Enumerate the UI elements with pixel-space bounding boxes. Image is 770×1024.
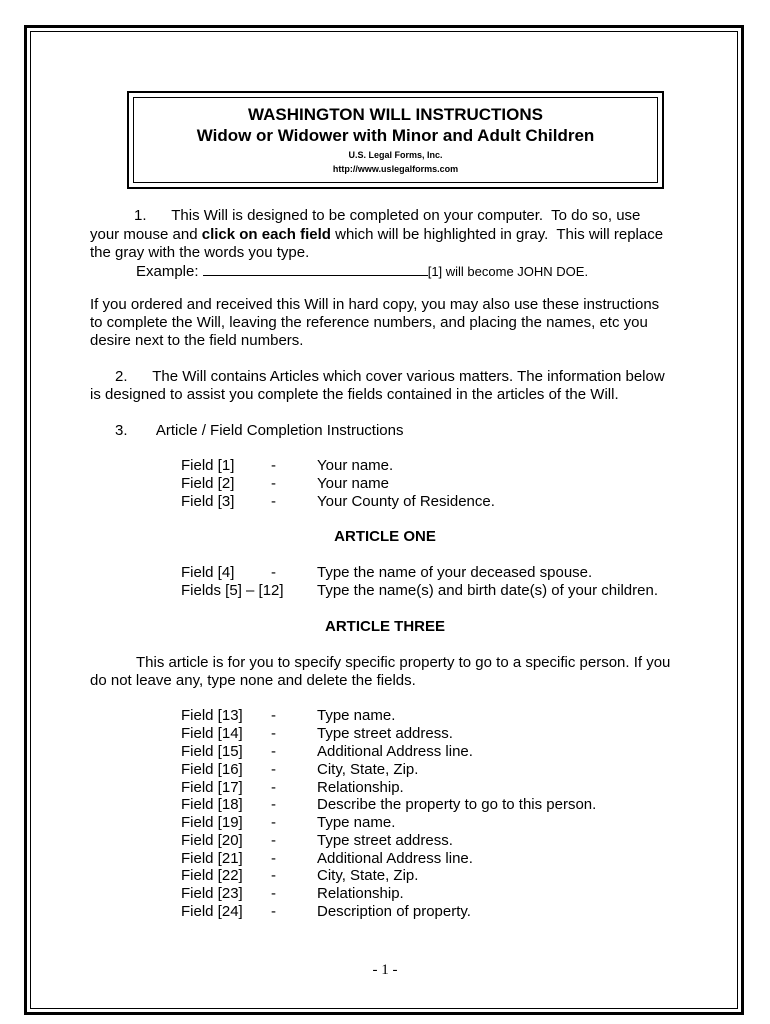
field-label: Field [2]: [181, 475, 235, 492]
field-label: Field [1]: [181, 457, 235, 474]
field-label: Field [3]: [181, 493, 235, 510]
title-box: [133, 97, 658, 183]
field-row: [181, 707, 741, 725]
field-description: Your County of Residence.: [317, 493, 495, 510]
field-dash: -: [271, 832, 276, 849]
company-url: http://www.uslegalforms.com: [332, 164, 459, 174]
example-label: Example:: [136, 263, 203, 280]
document-title: WASHINGTON WILL INSTRUCTIONS: [248, 105, 543, 124]
hardcopy-line3: desire next to the field numbers.: [90, 332, 304, 349]
field-dash: -: [271, 796, 276, 813]
field-description: Your name: [317, 475, 389, 492]
field-description: Type name.: [317, 707, 396, 724]
example-result: [1] will become JOHN DOE.: [427, 264, 589, 279]
field-row: [181, 903, 741, 921]
example-line: [136, 262, 588, 281]
article-three-heading: ARTICLE THREE: [325, 618, 445, 635]
field-label: Field [17]: [181, 779, 243, 796]
field-description: Relationship.: [317, 885, 404, 902]
field-row: [181, 743, 741, 761]
field-description: Type name.: [317, 814, 396, 831]
field-row: [181, 850, 741, 868]
field-description: Additional Address line.: [317, 850, 473, 867]
field-dash: -: [271, 761, 276, 778]
field-description: Type the name(s) and birth date(s) of your children.: [317, 582, 659, 599]
section3-number: 3.: [115, 422, 128, 439]
field-row: [181, 582, 741, 600]
field-dash: -: [271, 564, 276, 581]
field-label: Field [4]: [181, 564, 235, 581]
field-label: Field [18]: [181, 796, 243, 813]
hardcopy-line2: to complete the Will, leaving the reference numbers, and placing the names, etc you: [90, 314, 648, 331]
field-description: Your name.: [317, 457, 394, 474]
field-dash: -: [271, 885, 276, 902]
field-label: Field [15]: [181, 743, 243, 760]
field-description: Describe the property to go to this person.: [317, 796, 597, 813]
hardcopy-line1: If you ordered and received this Will in hard copy, you may also use these instructions: [90, 296, 660, 313]
section2-line2: is designed to assist you complete the fields contained in the articles of the Will.: [90, 386, 619, 403]
field-label: Field [20]: [181, 832, 243, 849]
field-dash: -: [271, 725, 276, 742]
example-blank: [203, 262, 428, 276]
section1-text1: This Will is designed to be completed on your computer. To do so, use: [171, 207, 641, 224]
article-three-intro-line1: This article is for you to specify specific property to go to a specific person. If you: [136, 654, 671, 671]
field-row: [181, 761, 741, 779]
field-label: Field [16]: [181, 761, 243, 778]
field-dash: -: [271, 814, 276, 831]
field-label: Field [13]: [181, 707, 243, 724]
section3-heading: Article / Field Completion Instructions: [155, 422, 404, 439]
field-row: [181, 457, 741, 475]
field-description: City, State, Zip.: [317, 867, 419, 884]
field-dash: -: [271, 493, 276, 510]
field-label: Field [21]: [181, 850, 243, 867]
field-row: [181, 796, 741, 814]
section1-text2-pre: your mouse and: [90, 226, 202, 243]
section2-number: 2.: [115, 368, 128, 385]
field-dash: -: [271, 707, 276, 724]
field-row: [181, 564, 741, 582]
field-row: [181, 832, 741, 850]
field-row: [181, 814, 741, 832]
field-label: Field [22]: [181, 867, 243, 884]
field-label: Field [19]: [181, 814, 243, 831]
section1-text2-bold: click on each field: [201, 226, 331, 243]
section1-line2: [90, 226, 663, 244]
field-label: Field [24]: [181, 903, 243, 920]
section2-text1: The Will contains Articles which cover various matters. The information below: [152, 368, 665, 385]
field-dash: -: [271, 867, 276, 884]
field-description: Description of property.: [317, 903, 471, 920]
field-dash: -: [271, 779, 276, 796]
section1-text2-post: which will be highlighted in gray. This will replace: [330, 226, 664, 243]
section2-line1: [115, 368, 665, 386]
field-description: City, State, Zip.: [317, 761, 419, 778]
document-subtitle: Widow or Widower with Minor and Adult Children: [196, 126, 595, 145]
article-three-intro-line2: do not leave any, type none and delete the fields.: [90, 672, 416, 689]
field-dash: -: [271, 850, 276, 867]
field-label: Field [23]: [181, 885, 243, 902]
field-description: Type street address.: [317, 832, 453, 849]
section1-line3: the gray with the words you type.: [90, 244, 310, 261]
field-row: [181, 779, 741, 797]
field-description: Type street address.: [317, 725, 453, 742]
section1-line1: [134, 207, 640, 225]
field-row: [181, 725, 741, 743]
field-row: [181, 475, 741, 493]
section3-heading-line: [115, 422, 403, 440]
field-description: Additional Address line.: [317, 743, 473, 760]
section1-number: 1.: [134, 207, 147, 224]
field-description: Relationship.: [317, 779, 404, 796]
field-dash: -: [271, 743, 276, 760]
company-name: U.S. Legal Forms, Inc.: [348, 150, 443, 160]
field-dash: -: [271, 903, 276, 920]
article-one-heading: ARTICLE ONE: [334, 528, 436, 545]
page-number: - 1 -: [372, 962, 398, 978]
field-row: [181, 493, 741, 511]
field-row: [181, 885, 741, 903]
field-dash: -: [271, 475, 276, 492]
field-description: Type the name of your deceased spouse.: [317, 564, 593, 581]
field-row: [181, 867, 741, 885]
field-dash: -: [271, 457, 276, 474]
field-label: Fields [5] – [12]: [181, 582, 284, 599]
field-label: Field [14]: [181, 725, 243, 742]
